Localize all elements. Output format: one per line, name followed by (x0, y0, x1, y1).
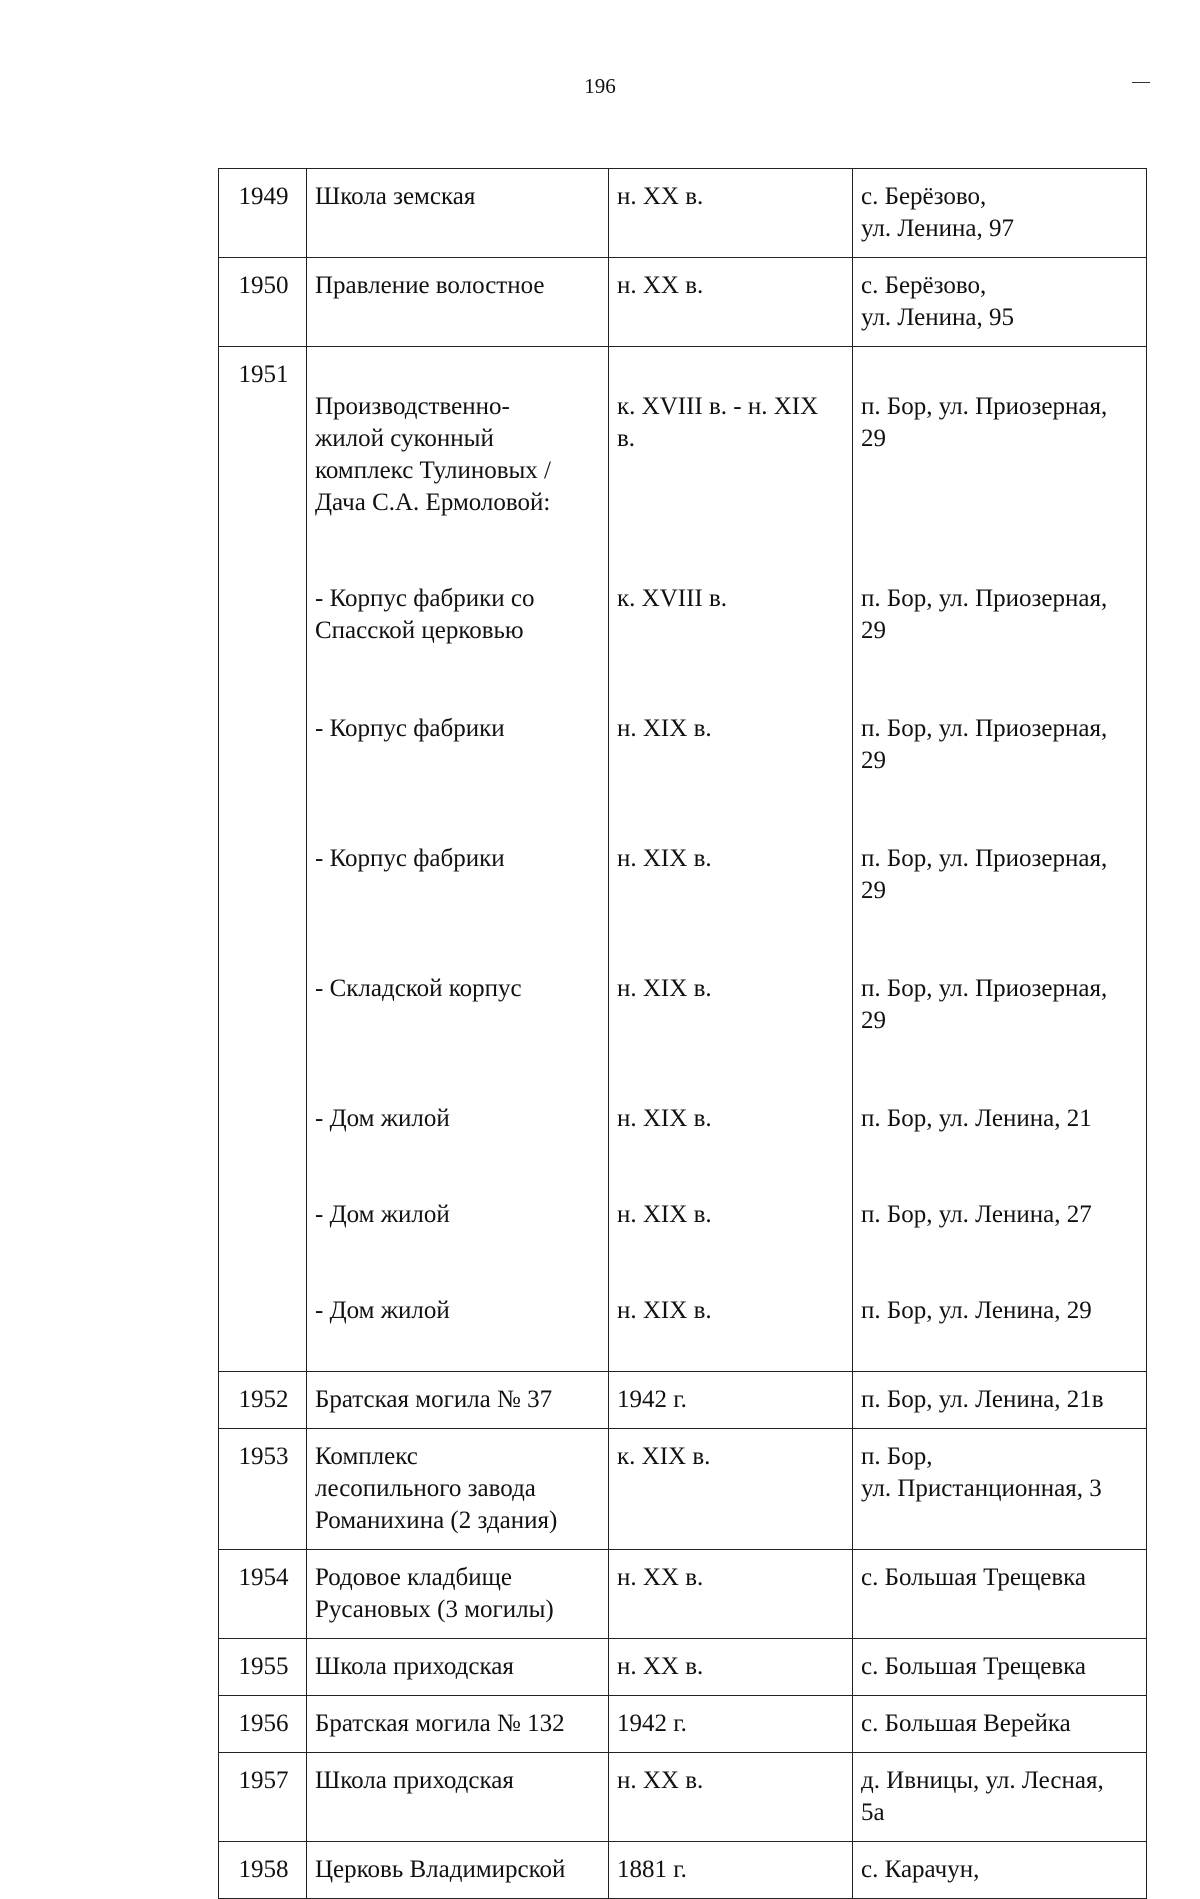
object-address: с. Большая Трещевка (853, 1550, 1147, 1639)
complex-date: к. XVIII в. - н. XIX в. (617, 393, 819, 452)
table-row (219, 1429, 1147, 1550)
row-number: 1953 (219, 1429, 307, 1550)
row-number: 1957 (219, 1753, 307, 1842)
row-number: 1950 (219, 258, 307, 347)
table-row (219, 1639, 1147, 1696)
sub-object-address: п. Бор, ул. Приозерная, 29 (861, 975, 1108, 1034)
sub-object-name: - Корпус фабрики со Спасской церковью (315, 585, 535, 644)
table-row (219, 258, 1147, 347)
registry-body (219, 169, 1147, 1899)
object-date: н. XX в. (609, 1753, 853, 1842)
object-address: с. Берёзово, ул. Ленина, 95 (853, 258, 1147, 347)
object-date: к. XIX в. (609, 1429, 853, 1550)
object-date: 1942 г. (609, 1372, 853, 1429)
object-address: д. Ивницы, ул. Лесная, 5а (853, 1753, 1147, 1842)
sub-object-name: - Складской корпус (315, 975, 522, 1002)
object-address: с. Большая Верейка (853, 1696, 1147, 1753)
object-date-column (609, 347, 853, 1372)
row-number: 1955 (219, 1639, 307, 1696)
object-date: н. XX в. (609, 1550, 853, 1639)
row-number: 1952 (219, 1372, 307, 1429)
sub-object-date: к. XVIII в. (617, 585, 728, 612)
sub-object-date: н. XIX в. (617, 845, 712, 872)
heritage-registry-table (218, 168, 1147, 1899)
table-row (219, 1753, 1147, 1842)
object-name: Школа приходская (307, 1753, 609, 1842)
sub-object-date: н. XIX в. (617, 1297, 712, 1324)
row-number: 1951 (219, 347, 307, 1372)
object-address: п. Бор, ул. Пристанционная, 3 (853, 1429, 1147, 1550)
object-name: Церковь Владимирской (307, 1842, 609, 1899)
sub-object-name: - Дом жилой (315, 1201, 450, 1228)
sub-object-date: н. XIX в. (617, 975, 712, 1002)
object-name: Школа приходская (307, 1639, 609, 1696)
object-address: с. Карачун, (853, 1842, 1147, 1899)
sub-object-date: н. XIX в. (617, 715, 712, 742)
object-address: с. Большая Трещевка (853, 1639, 1147, 1696)
corner-mark (1132, 82, 1150, 83)
object-name: Братская могила № 132 (307, 1696, 609, 1753)
sub-object-name: - Корпус фабрики (315, 715, 505, 742)
sub-object-address: п. Бор, ул. Ленина, 29 (861, 1297, 1092, 1324)
table-row (219, 1372, 1147, 1429)
complex-address: п. Бор, ул. Приозерная, 29 (861, 393, 1108, 452)
table-row (219, 1842, 1147, 1899)
complex-name: Производственно- жилой суконный комплекс Тулиновых / Дача С.А. Ермоловой: (315, 393, 551, 516)
sub-object-name: - Дом жилой (315, 1297, 450, 1324)
sub-object-address: п. Бор, ул. Ленина, 27 (861, 1201, 1092, 1228)
object-address: с. Берёзово, ул. Ленина, 97 (853, 169, 1147, 258)
sub-object-name: - Дом жилой (315, 1105, 450, 1132)
sub-object-address: п. Бор, ул. Приозерная, 29 (861, 845, 1108, 904)
object-date: н. XX в. (609, 258, 853, 347)
object-date: 1881 г. (609, 1842, 853, 1899)
row-number: 1956 (219, 1696, 307, 1753)
row-number: 1949 (219, 169, 307, 258)
row-number: 1954 (219, 1550, 307, 1639)
object-name: Братская могила № 37 (307, 1372, 609, 1429)
object-address-column (853, 347, 1147, 1372)
row-number: 1958 (219, 1842, 307, 1899)
table-row-complex (219, 347, 1147, 1372)
object-name: Правление волостное (307, 258, 609, 347)
sub-object-address: п. Бор, ул. Приозерная, 29 (861, 715, 1108, 774)
table-row (219, 169, 1147, 258)
object-date: н. XX в. (609, 169, 853, 258)
table-row (219, 1550, 1147, 1639)
page-number: 196 (584, 74, 616, 98)
object-name: Школа земская (307, 169, 609, 258)
sub-object-address: п. Бор, ул. Ленина, 21 (861, 1105, 1092, 1132)
sub-object-date: н. XIX в. (617, 1201, 712, 1228)
object-date: 1942 г. (609, 1696, 853, 1753)
table-row (219, 1696, 1147, 1753)
sub-object-address: п. Бор, ул. Приозерная, 29 (861, 585, 1108, 644)
object-name: Родовое кладбище Русановых (3 могилы) (307, 1550, 609, 1639)
object-date: н. XX в. (609, 1639, 853, 1696)
sub-object-name: - Корпус фабрики (315, 845, 505, 872)
sub-object-date: н. XIX в. (617, 1105, 712, 1132)
object-address: п. Бор, ул. Ленина, 21в (853, 1372, 1147, 1429)
object-name-column (307, 347, 609, 1372)
object-name: Комплекс лесопильного завода Романихина (2 здания) (307, 1429, 609, 1550)
